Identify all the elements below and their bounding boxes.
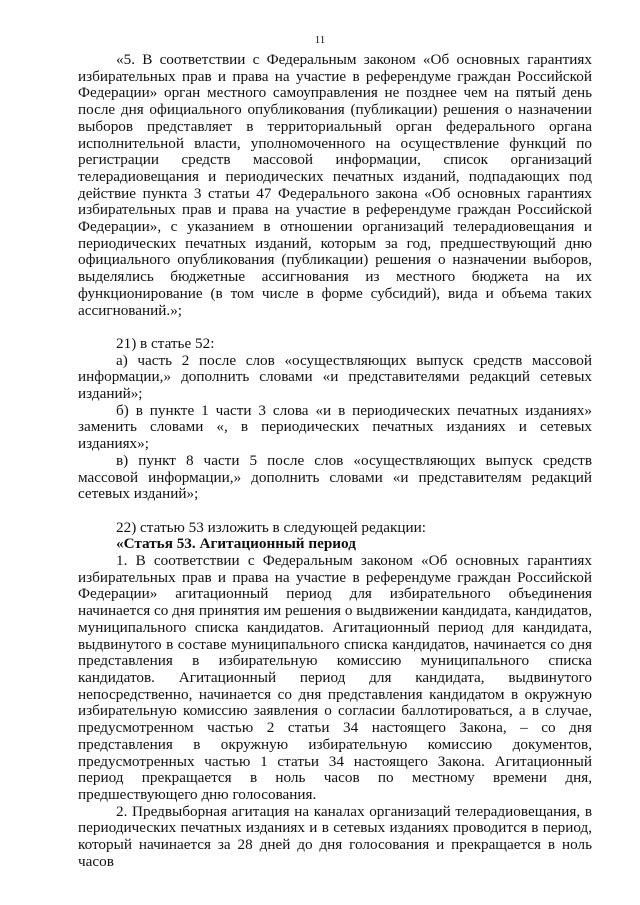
paragraph-item-21: 21) в статье 52:: [116, 334, 215, 352]
paragraph-item-21-v: в) пункт 8 части 5 после слов «осуществляющих выпуск средств массовой информации,» дополнить словами «и представителям редакций сетевых изданий»;: [78, 451, 592, 503]
paragraph-article-item-5: «5. В соответствии с Федеральным законом «Об основных гарантиях избирательных прав и права на участие в референдуме граждан Российской Федерации» орган местного самоуправления не позднее чем на пятый день после дня официального опубликования (публикации) решения о назначении выборов представляет в территориальный орган федерального органа исполнительной власти, уполномоченного на осуществление функций по регистрации средств массовой информации, список организаций телерадиовещания и периодических печатных изданий, подпадающих под действие пункта 3 статьи 47 Федерального закона «Об основных гарантиях избирательных прав и права на участие в референдуме граждан Российской Федерации», с указанием в отношении организаций телерадиовещания и периодических печатных изданий, которым за год, предшествующий дню официального опубликования (публикации) решения о назначении выборов, выделялись бюджетные ассигнования из местного бюджета на их функционирование (в том числе в форме субсидий), вида и объема таких ассигнований.»;: [78, 51, 592, 319]
article-53-heading: «Статья 53. Агитационный период: [116, 535, 356, 553]
paragraph-item-22: 22) статью 53 изложить в следующей редакции:: [116, 518, 426, 536]
spacer: [78, 319, 592, 336]
paragraph-item-21-b: б) в пункте 1 части 3 слова «и в периодических печатных изданиях» заменить словами «, в периодических печатных изданиях и сетевых изданиях»;: [78, 401, 592, 453]
paragraph-article-53-part-1: 1. В соответствии с Федеральным законом «Об основных гарантиях избирательных прав и права на участие в референдуме граждан Российской Федерации» агитационный период для избирательного объединения начинается со дня принятия им решения о выдвижении кандидата, кандидатов, муниципального списка кандидатов. Агитационный период для кандидата, выдвинутого в составе муниципального списка кандидатов, начинается со дня представления в избирательную комиссию муниципального списка кандидатов. Агитационный период для кандидата, выдвинутого непосредственно, начинается со дня представления кандидатом в окружную избирательную комиссию заявления о согласии баллотироваться, а в случае, предусмотренном частью 2 статьи 34 настоящего Закона, – со дня представления в окружную избирательную комиссию документов, предусмотренных частью 1 статьи 34 настоящего Закона. Агитационный период прекращается в ноль часов по местному времени дня, предшествующего дню голосования.: [78, 552, 592, 803]
document-body: [78, 52, 592, 870]
paragraph-item-21-a: а) часть 2 после слов «осуществляющих выпуск средств массовой информации,» дополнить словами «и представителями редакций сетевых изданий»;: [78, 351, 592, 403]
paragraph-article-53-part-2: 2. Предвыборная агитация на каналах организаций телерадиовещания, в периодических печатных изданиях и в сетевых изданиях проводится в период, который начинается за 28 дней до дня голосования и прекращается в ноль часов: [78, 802, 592, 870]
spacer: [78, 503, 592, 520]
page-number: 11: [314, 34, 326, 46]
